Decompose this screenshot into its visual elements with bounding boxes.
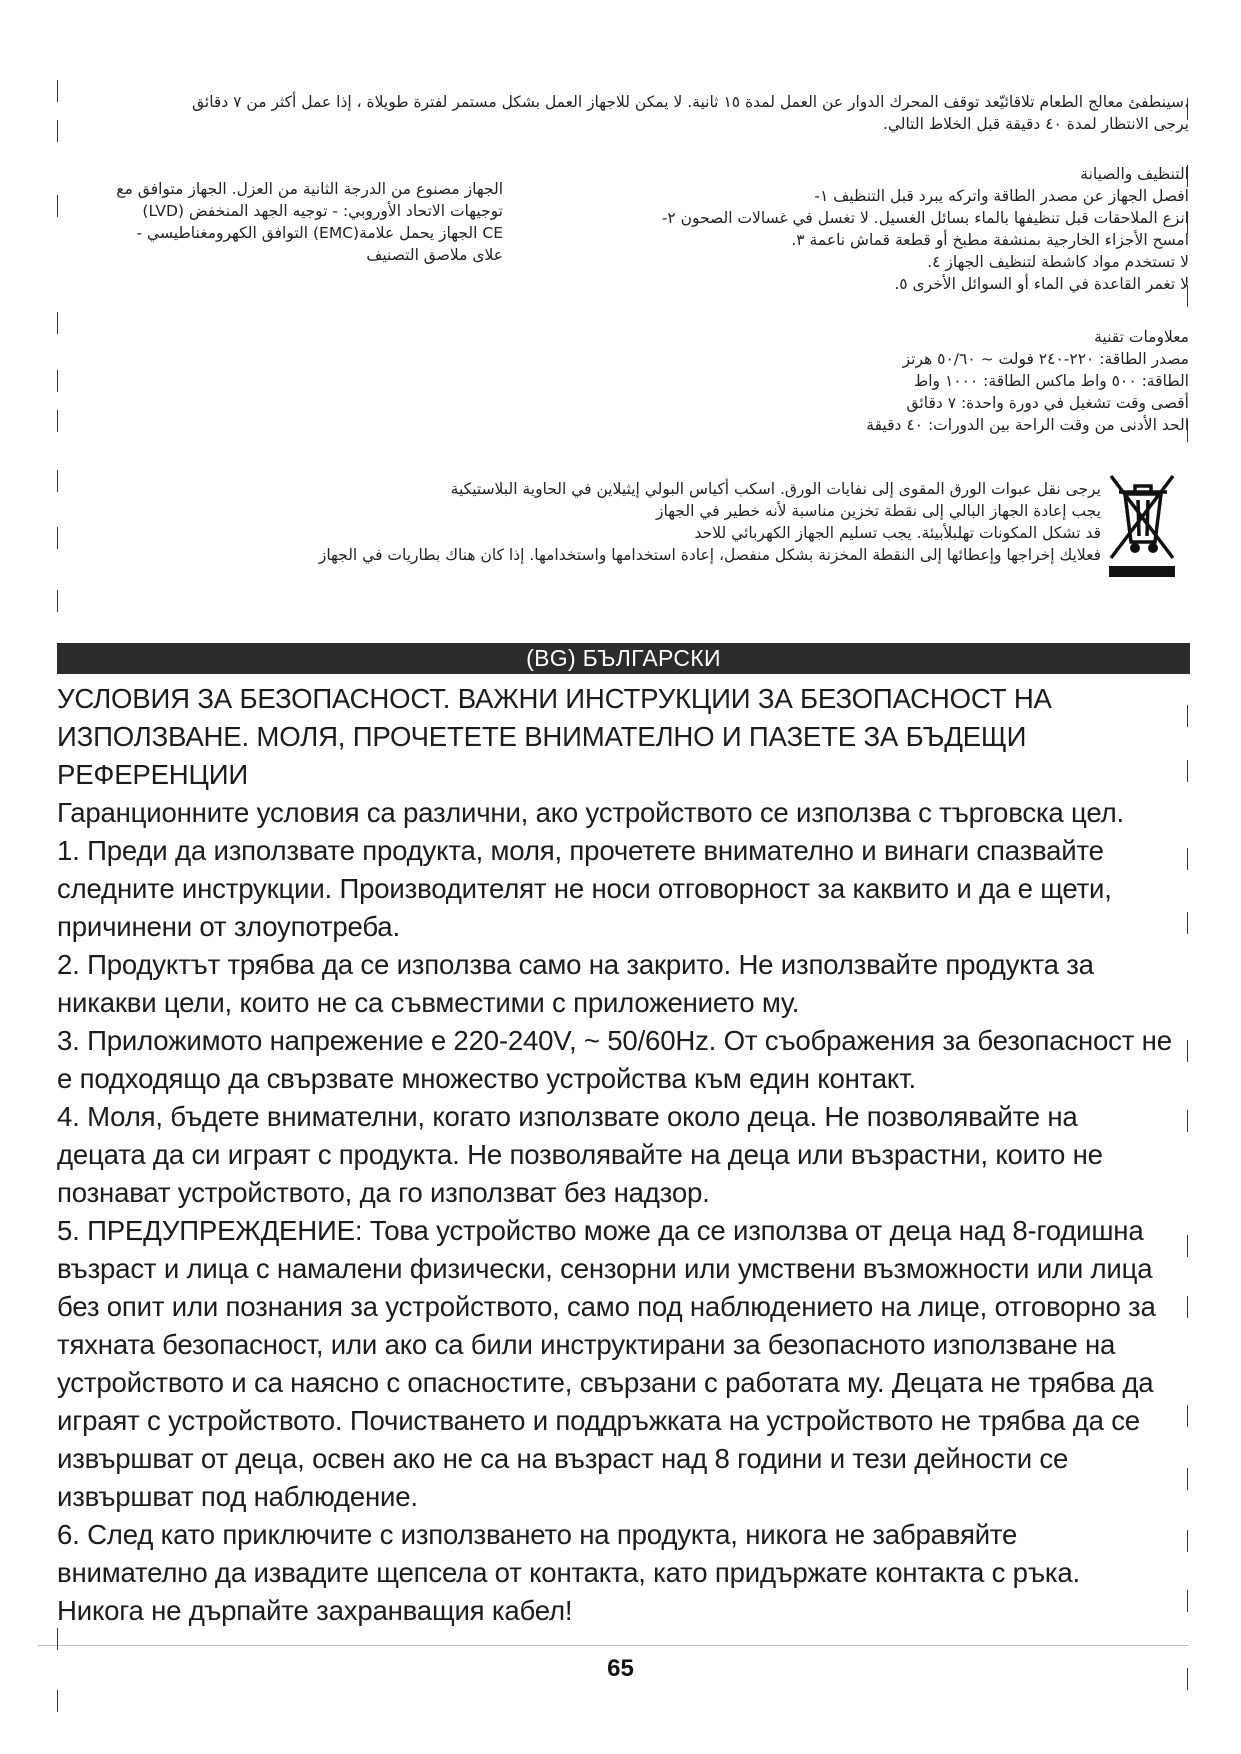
margin-mark [57,370,58,392]
margin-mark [57,120,58,142]
text-line: علاى ملاصق التصنيف [366,246,503,264]
text-line: يجب إعادة الجهاز البالي إلى نقطة تخزين مناسبة لأنه خطير في الجهاز [656,502,1101,520]
text-line: 1. Преди да използвате продукта, моля, прочетете внимателно и винаги спазвайте [57,835,1104,866]
text-line: قد تشكل المكونات تهلبلأبيئة. يجب تسليم الجهاز الكهربائي للاحد [694,524,1101,542]
text-line: децата да си играят с продукта. Не позволявайте на деца или възрастни, които не [57,1139,1103,1170]
text-line: الجهاز مصنوع من الدرجة الثانية من العزل. الجهاز متوافق مع [116,180,503,198]
heading-line: ИЗПОЛЗВАНЕ. МОЛЯ, ПРОЧЕТЕТЕ ВНИМАТЕЛНО И ПАЗЕТЕ ЗА БЪДЕЩИ [57,721,1027,752]
list-item: لا تغمر القاعدة في الماء أو السوائل الأخرى ٥. [894,275,1189,293]
text-line: извършват под наблюдение. [57,1481,418,1512]
heading-line: РЕФЕРЕНЦИИ [57,759,249,790]
arabic-cleaning-section [549,163,1189,295]
text-line: никакви цели, които не са съвместими с приложението му. [57,987,800,1018]
margin-mark [57,1690,58,1712]
spec-item: مصدر الطاقة: ٢٢٠-٢٤٠ فولت ~ ٥٠/٦٠ هرتز [902,350,1189,368]
margin-mark [57,312,58,334]
spec-item: الطاقة: ٥٠٠ واط ماكس الطاقة: ١٠٠٠ واط [913,372,1189,390]
text-line: устройството и са наясно с опасностите, свързани с работата му. Децата не трябва да [57,1367,1154,1398]
spec-item: الحد الأدنى من وقت الراحة بين الدورات: ٤٠ دقيقة [866,416,1189,434]
margin-mark [57,80,58,102]
section-title: معلاومات تقنية [1094,328,1189,346]
text-line: Никога не дърпайте захранващия кабел! [57,1595,573,1626]
arabic-specs-section [689,326,1189,436]
section-header-bg: (BG) БЪЛГАРСКИ [57,643,1190,674]
text-line: 3. Приложимото напрежение е 220-240V, ~ 50/60Hz. От съображения за безопасност не [57,1025,1172,1056]
text-line: внимателно да извадите щепсела от контакта, като придържате контакта с ръка. [57,1557,1080,1588]
text-line: Гаранционните условия са различни, ако устройството се използва с търговска цел. [57,797,1124,828]
text-line: 6. След като приключите с използването на продукта, никога не забравяйте [57,1519,1018,1550]
text-line: ،سينطفئ معالج الطعام تلاقائيّعد توقف المحرك الدوار عن العمل لمدة ١٥ ثانية. لا يمكن للاجهاز العمل بشكل مستمر لفترة طويلاة ، إذا عمل أكثر من ٧ دقائق [191,93,1189,111]
text-line: играят с устройството. Почистването и поддръжката на устройството не трябва да се [57,1405,1140,1436]
list-item: افصل الجهاز عن مصدر الطاقة واتركه يبرد قبل التنظيف ١- [814,187,1189,205]
text-line: CE الجهاز يحمل علامة(EMC) التوافق الكهرومغناطيسي - [136,224,503,242]
text-line: без опит или познания за устройството, само под наблюдението на лице, отговорно за [57,1291,1156,1322]
heading-line: УСЛОВИЯ ЗА БЕЗОПАСНОСТ. ВАЖНИ ИНСТРУКЦИИ ЗА БЕЗОПАСНОСТ НА [57,683,1052,714]
arabic-disposal [201,478,1101,566]
list-item: انزع الملاحقات قبل تنظيفها بالماء بسائل الغسيل. لا تغسل في غسالات الصحون ٢- [661,209,1189,227]
text-line: يرجى الانتظار لمدة ٤٠ دقيقة قبل الخلاط التالي. [882,115,1189,133]
text-line: е подходящо да свързвате множество устройства към един контакт. [57,1063,916,1094]
section-title: التنظيف والصيانة [1080,165,1189,183]
trim-line [38,1645,1188,1646]
text-line: فعلايك إخراجها وإعطائها إلى النقطة المخزنة بشكل منفصل، إعادة استخدامها واستخدامها. إذا كان هناك بطاريات في الجهاز [318,546,1101,564]
text-line: възраст и лица с намалени физически, сензорни или умствени възможности или лица [57,1253,1153,1284]
margin-mark [57,410,58,432]
list-item: لا تستخدم مواد كاشطة لتنظيف الجهاز ٤. [927,253,1189,271]
text-line: 2. Продуктът трябва да се използва само на закрито. Не използвайте продукта за [57,949,1094,980]
weee-crossed-bin-icon [1107,472,1177,579]
text-line: следните инструкции. Производителят не носи отговорност за каквито и да е щети, [57,873,1112,904]
page-number: 65 [607,1655,634,1682]
spec-item: أقصى وقت تشغيل في دورة واحدة: ٧ دقائق [906,394,1189,412]
text-line: 4. Моля, бъдете внимателни, когато използвате около деца. Не позволявайте на [57,1101,1078,1132]
text-line: يرجى نقل عبوات الورق المقوى إلى نفايات الورق. اسكب أكياس البولي إيثيلاين في الحاوية البلاستيكية [450,480,1101,498]
text-line: 5. ПРЕДУПРЕЖДЕНИЕ: Това устройство може да се използва от деца над 8-годишна [57,1215,1144,1246]
list-item: امسح الأجزاء الخارجية بمنشفة مطبخ أو قطعة قماش ناعمة ٣. [791,231,1189,249]
margin-mark [57,590,58,612]
margin-mark [57,470,58,492]
margin-mark [57,527,58,549]
bulgarian-safety-text [57,680,1190,1630]
arabic-compliance [58,178,503,266]
text-line: тяхната безопасност, или ако са били инструктирани за безопасното използване на [57,1329,1116,1360]
arabic-intro [69,91,1189,135]
text-line: познават устройството, да го използват без надзор. [57,1177,710,1208]
margin-mark [57,1628,58,1650]
text-line: توجيهات الاتحاد الأوروبي: - توجيه الجهد المنخفض (LVD) [142,202,503,220]
text-line: причинени от злоупотреба. [57,911,400,942]
text-line: извършват от деца, освен ако не са на възраст над 8 години и тези дейности се [57,1443,1069,1474]
